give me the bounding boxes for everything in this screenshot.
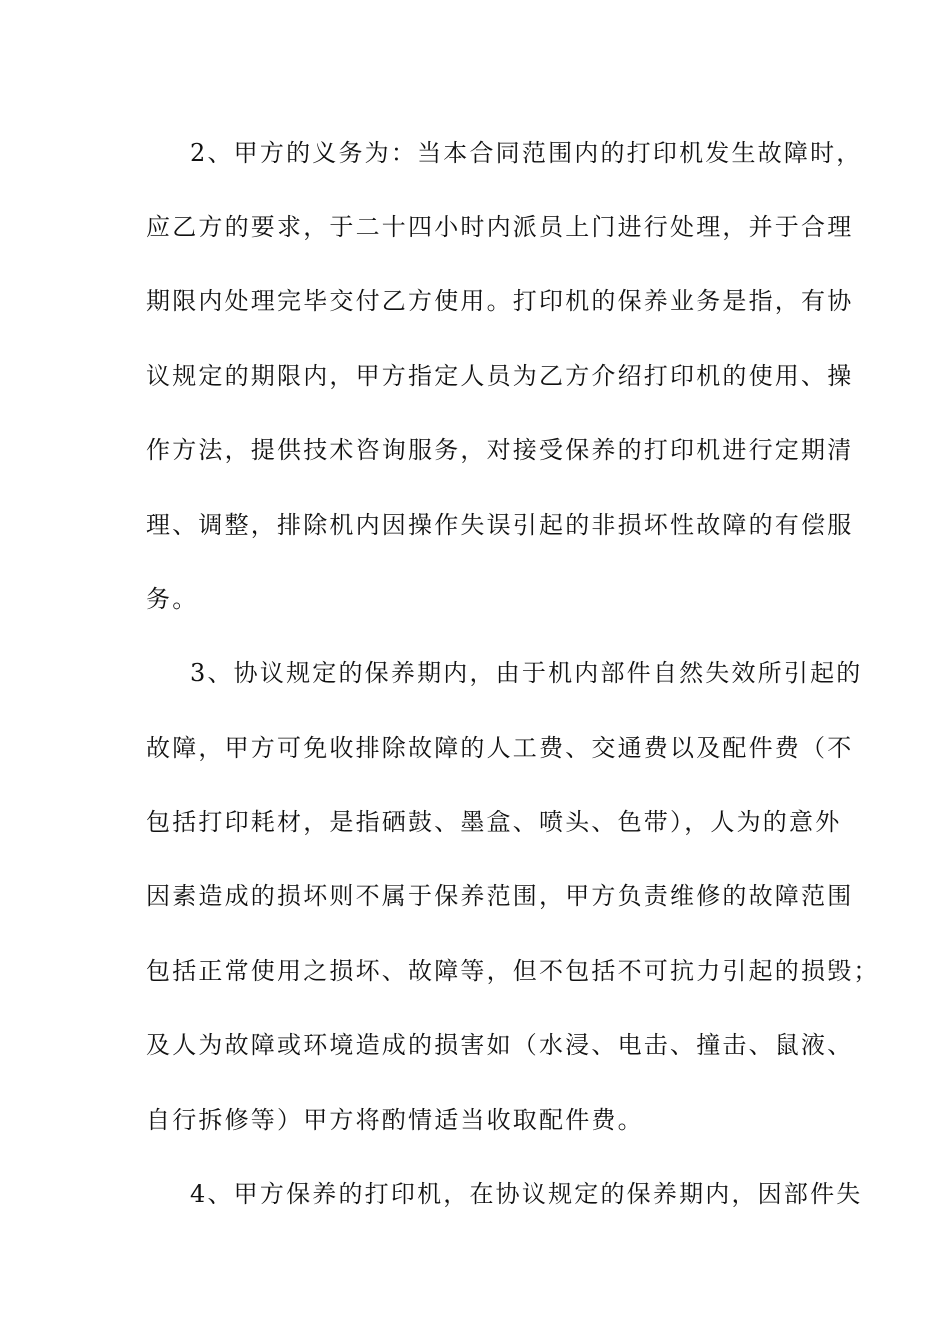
paragraph-3-line-3: 包括打印耗材，是指硒鼓、墨盒、喷头、色带），人为的意外 <box>146 808 842 836</box>
paragraph-3-line-7: 自行拆修等）甲方将酌情适当收取配件费。 <box>146 1106 644 1134</box>
paragraph-4-line-1: 4、甲方保养的打印机，在协议规定的保养期内，因部件失 <box>190 1180 863 1208</box>
paragraph-2-line-3: 期限内处理完毕交付乙方使用。打印机的保养业务是指，有协 <box>146 287 854 315</box>
paragraph-2-line-1: 2、甲方的义务为：当本合同范围内的打印机发生故障时， <box>190 139 863 167</box>
paragraph-3-line-5: 包括正常使用之损坏、故障等，但不包括不可抗力引起的损毁； <box>146 957 880 985</box>
paragraph-2-line-4: 议规定的期限内，甲方指定人员为乙方介绍打印机的使用、操 <box>146 362 854 390</box>
paragraph-3-line-4: 因素造成的损坏则不属于保养范围，甲方负责维修的故障范围 <box>146 882 854 910</box>
paragraph-3-line-2: 故障，甲方可免收排除故障的人工费、交通费以及配件费（不 <box>146 734 854 762</box>
paragraph-2-line-6: 理、调整，排除机内因操作失误引起的非损坏性故障的有偿服 <box>146 511 854 539</box>
paragraph-2-line-2: 应乙方的要求，于二十四小时内派员上门进行处理，并于合理 <box>146 213 854 241</box>
paragraph-3-line-1: 3、协议规定的保养期内，由于机内部件自然失效所引起的 <box>190 659 863 687</box>
paragraph-3-line-6: 及人为故障或环境造成的损害如（水浸、电击、撞击、鼠液、 <box>146 1031 854 1059</box>
paragraph-2-line-5: 作方法，提供技术咨询服务，对接受保养的打印机进行定期清 <box>146 436 854 464</box>
paragraph-2-line-7: 务。 <box>146 585 199 613</box>
